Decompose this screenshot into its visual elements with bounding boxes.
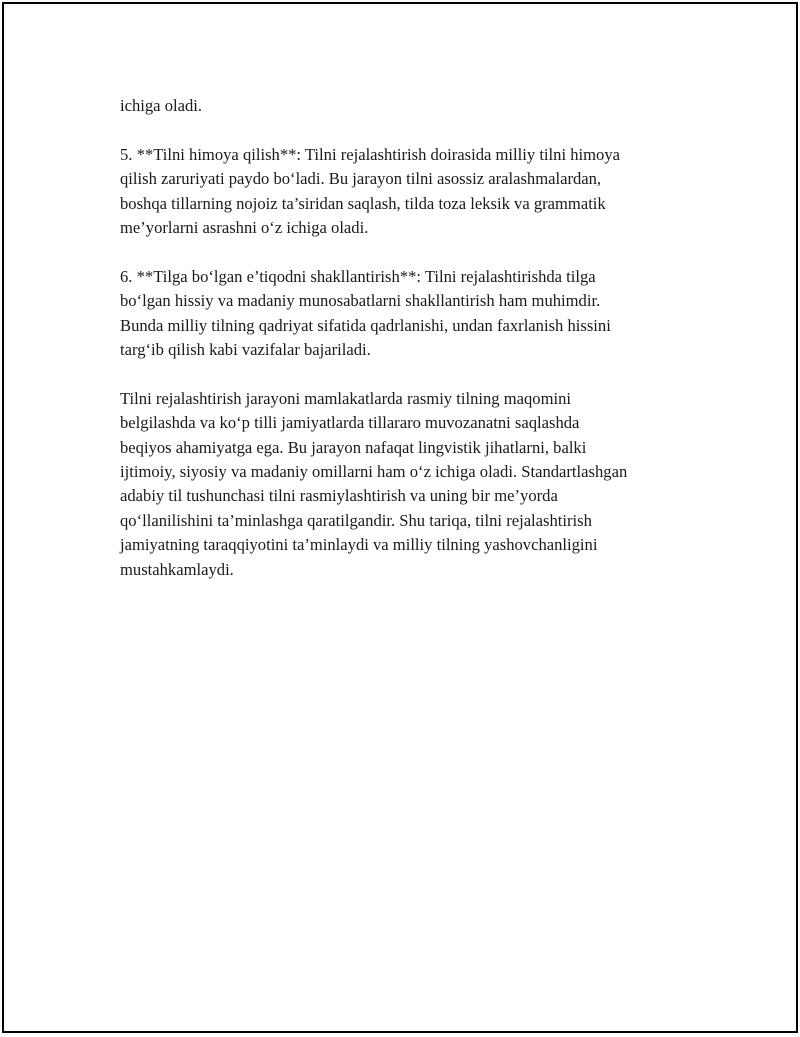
paragraph-conclusion: [120, 387, 700, 582]
text-line: 6. **Tilga bo‘lgan e’tiqodni shakllantirish**: Tilni rejalashtirishda tilga: [120, 266, 596, 286]
text-line: ijtimoiy, siyosiy va madaniy omillarni ham o‘z ichiga oladi. Standartlashgan: [120, 462, 628, 482]
text-line: qo‘llanilishini ta’minlashga qaratilgandir. Shu tariqa, tilni rejalashtirish: [120, 510, 592, 530]
text-line: me’yorlarni asrashni o‘z ichiga oladi.: [120, 218, 369, 238]
document-body: [120, 94, 700, 606]
text-line: Tilni rejalashtirish jarayoni mamlakatlarda rasmiy tilning maqomini: [120, 388, 572, 408]
paragraph-item-5: [120, 143, 700, 241]
text-line: 5. **Tilni himoya qilish**: Tilni rejalashtirish doirasida milliy tilni himoya: [120, 144, 620, 164]
text-line: targ‘ib qilish kabi vazifalar bajariladi.: [120, 340, 371, 360]
text-line: mustahkamlaydi.: [120, 559, 234, 579]
paragraph-continuation: [120, 94, 700, 118]
text-line: boshqa tillarning nojoiz ta’siridan saqlash, tilda toza leksik va grammatik: [120, 193, 606, 213]
text-line: belgilashda va ko‘p tilli jamiyatlarda tillararo muvozanatni saqlashda: [120, 413, 580, 433]
text-line: ichiga oladi.: [120, 96, 203, 115]
text-line: bo‘lgan hissiy va madaniy munosabatlarni shakllantirish ham muhimdir.: [120, 291, 601, 311]
text-line: Bunda milliy tilning qadriyat sifatida qadrlanishi, undan faxrlanish hissini: [120, 315, 611, 335]
text-line: qilish zaruriyati paydo bo‘ladi. Bu jarayon tilni asossiz aralashmalardan,: [120, 169, 602, 189]
text-line: beqiyos ahamiyatga ega. Bu jarayon nafaqat lingvistik jihatlarni, balki: [120, 437, 587, 457]
document-page: [2, 2, 798, 1033]
paragraph-item-6: [120, 265, 700, 363]
text-line: jamiyatning taraqqiyotini ta’minlaydi va milliy tilning yashovchanligini: [120, 535, 598, 555]
text-line: adabiy til tushunchasi tilni rasmiylashtirish va uning bir me’yorda: [120, 486, 558, 506]
